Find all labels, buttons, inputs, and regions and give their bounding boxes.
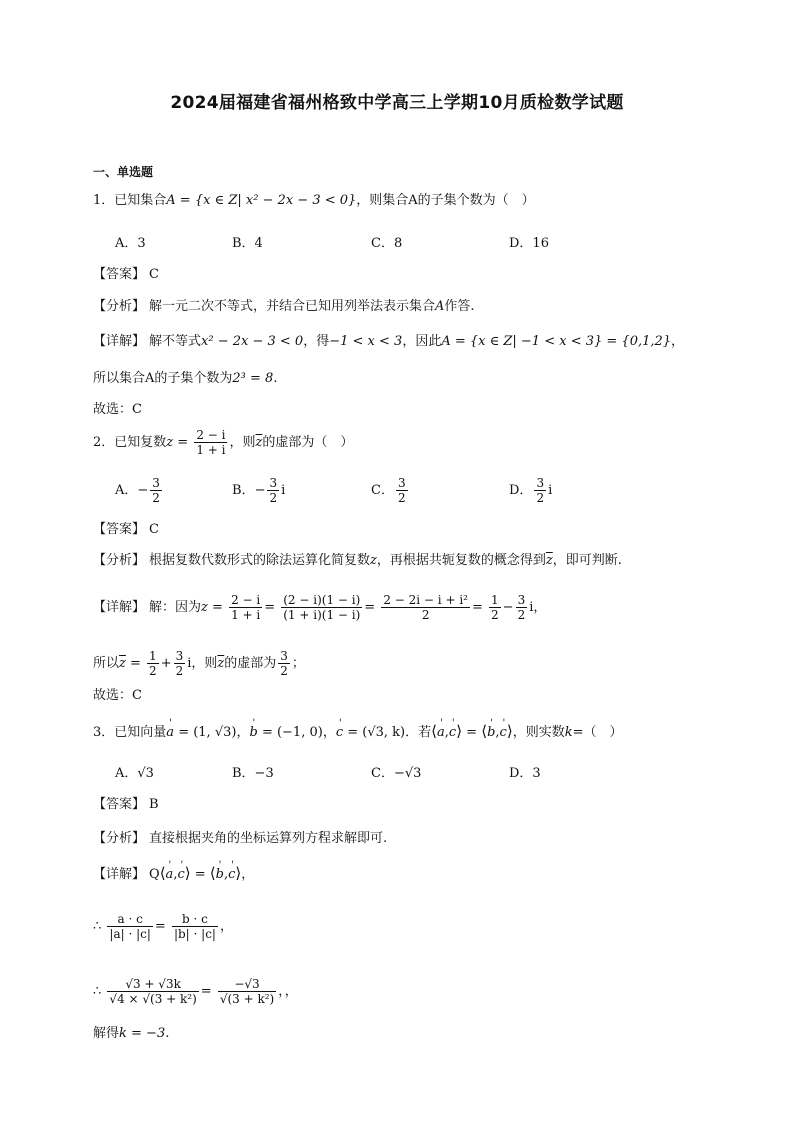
option-d: D． $\frac{3}{2}$ i xyxy=(509,476,553,505)
option-a: A．√3 xyxy=(115,766,154,781)
option-b: B．− $\frac{3}{2}$ i xyxy=(232,476,286,505)
question-2-stem: 2．已知复数z = $\frac{2 - i}{1 + i}$ ，则$\overline{z}$的虚部为（ ） xyxy=(93,428,354,457)
option-c: C．−√3 xyxy=(371,766,422,781)
option-c: C． $\frac{3}{2}$ xyxy=(371,476,406,505)
fraction-z: $\frac{2 - i}{1 + i}$ xyxy=(196,428,226,457)
question-1-choose: 故选：C xyxy=(93,402,142,417)
question-2-analysis: 【分析】 根据复数代数形式的除法运算化简复数z，再根据共轭复数的概念得到$\overline{z}$，即可判断. xyxy=(93,553,622,568)
question-2-choose: 故选：C xyxy=(93,688,142,703)
option-c: C．8 xyxy=(371,236,403,251)
question-3-detail: 【详解】 Q⟨' a,' c⟩ = ⟨' b,' c⟩， xyxy=(93,864,254,884)
question-2-detail: 【详解】 解：因为z = $\frac{2 - i}{1 + i}$ = $\frac{(2 - i)(1 - i)}{(1 + i)(1 - i)}$ = $\frac{\text{2 − 2i − i + i²}}{2}$ = $\frac{1}{2}$ − $\frac{3}{2}$ i， xyxy=(93,593,547,622)
question-1-detail: 【详解】 解不等式x² − 2x − 3 < 0，得−1 < x < 3，因此A = {x ∈ Z| −1 < x < 3} = {0,1,2}， xyxy=(93,334,685,349)
option-b: B．4 xyxy=(232,236,263,251)
option-d: D．3 xyxy=(509,766,541,781)
question-3-step2: ∴ $\frac{a \cdot c}{|a| \cdot |c|}$ = $\frac{b \cdot c}{|b| \cdot |c|}$ ， xyxy=(93,912,233,941)
option-a: A．− $\frac{3}{2}$ xyxy=(115,476,160,505)
question-2-answer: 【答案】 C xyxy=(93,522,159,537)
question-3-step3: ∴ $\frac{√3 + √3k}{\text{√4 × √(3 + k²)}}$ = $\frac{-√3}{\text{√(3 + k²)}}$ ，， xyxy=(93,977,298,1006)
option-b: B．−3 xyxy=(232,766,274,781)
set-expression: A = {x ∈ Z| x² − 2x − 3 < 0} xyxy=(166,193,357,208)
section-heading: 一、单选题 xyxy=(93,165,154,179)
question-1-detail-line2: 所以集合A的子集个数为2³ = 8. xyxy=(93,371,278,386)
question-1-stem: 1．已知集合A = {x ∈ Z| x² − 2x − 3 < 0}，则集合A的子集个数为（ ） xyxy=(93,193,535,208)
question-3-solution: 解得k = −3. xyxy=(93,1026,170,1041)
question-2-detail-line2: 所以$\overline{z}$ = $\frac{1}{2}$ + $\frac{3}{2}$ i，则$\overline{z}$的虚部为 $\frac{3}{2}$ ； xyxy=(93,649,305,678)
question-1-answer: 【答案】 C xyxy=(93,267,159,282)
option-d: D．16 xyxy=(509,236,549,251)
question-3-stem: 3．已知向量' a = (1, √3)，' b = (−1, 0)，' c = (√3, k)．若⟨' a,' c⟩ = ⟨' b,' c⟩，则实数k=（ ） xyxy=(93,722,623,742)
page-title: 2024届福建省福州格致中学高三上学期10月质检数学试题 xyxy=(170,93,624,113)
question-1-analysis: 【分析】 解一元二次不等式，并结合已知用列举法表示集合A作答. xyxy=(93,299,475,314)
option-a: A．3 xyxy=(115,236,146,251)
question-3-answer: 【答案】 B xyxy=(93,797,159,812)
question-3-analysis: 【分析】 直接根据夹角的坐标运算列方程求解即可. xyxy=(93,831,388,846)
